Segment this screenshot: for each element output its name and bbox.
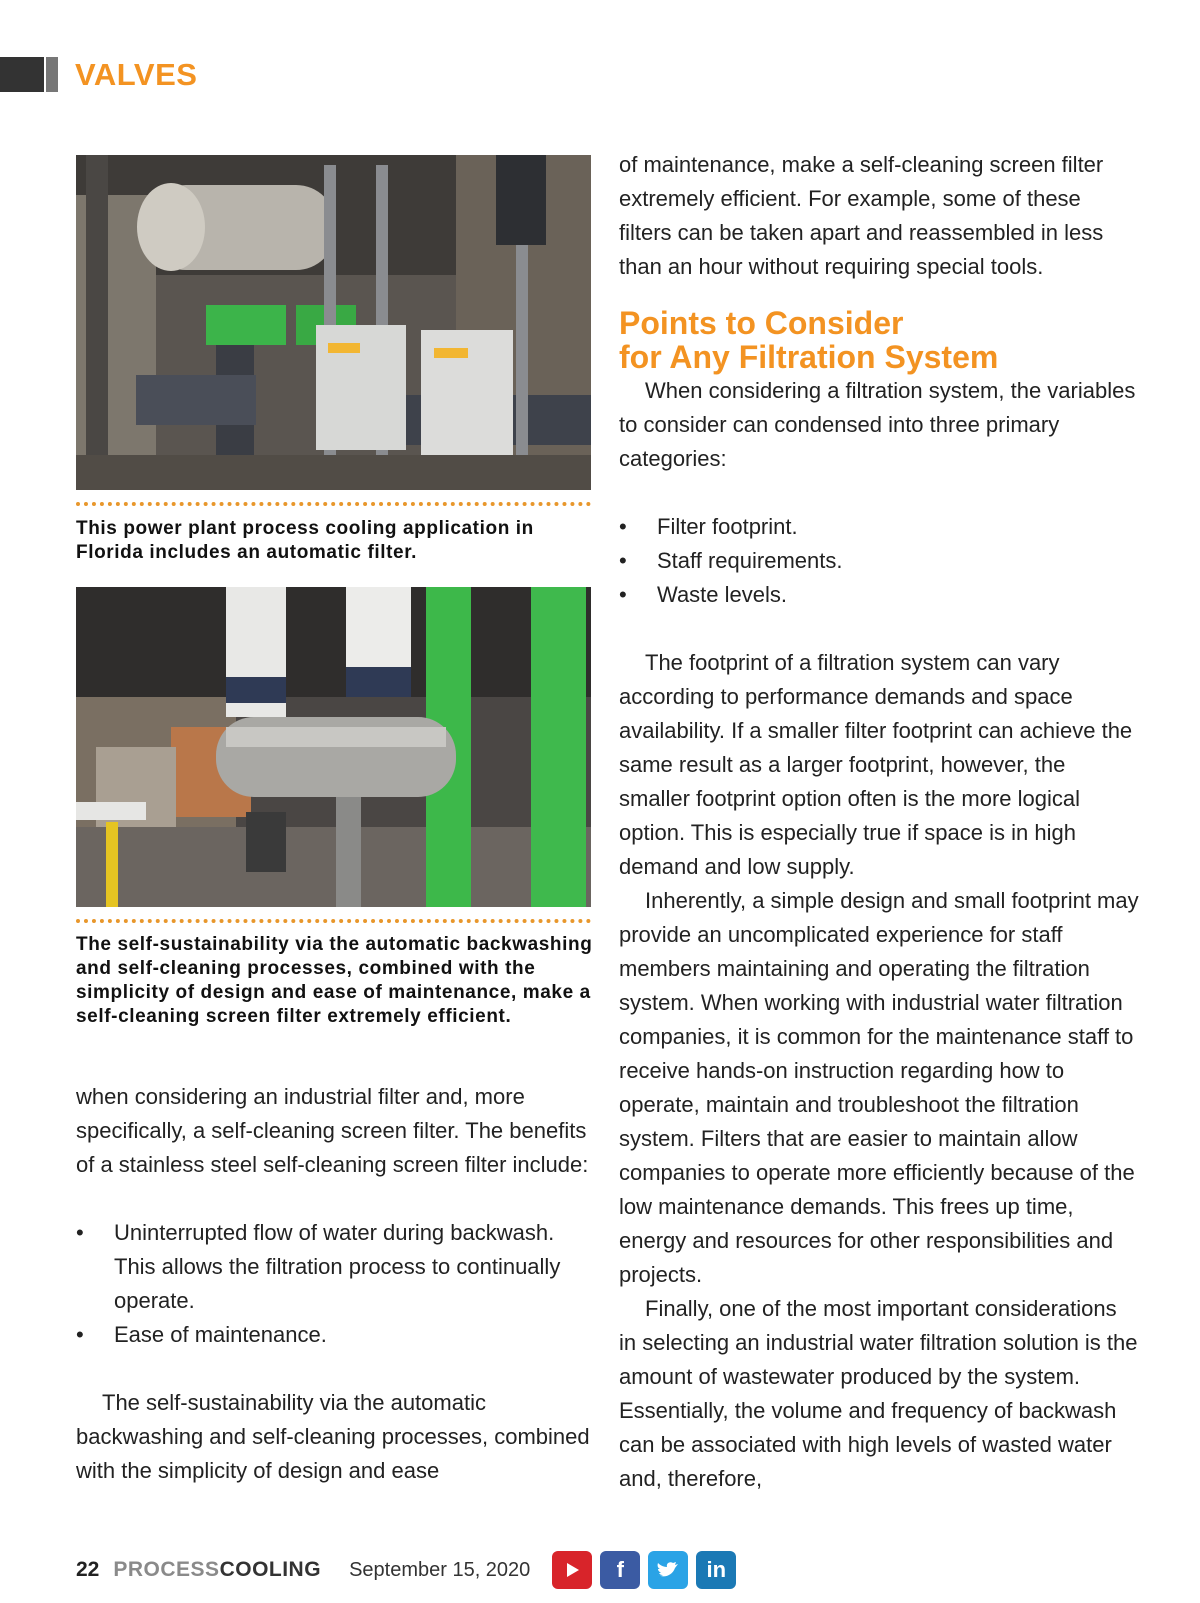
twitter-icon[interactable]: [648, 1551, 688, 1589]
benefits-list: [76, 1216, 591, 1352]
issue-date: September 15, 2020: [349, 1558, 531, 1581]
linkedin-icon[interactable]: in: [696, 1551, 736, 1589]
list-item: • Filter footprint.: [619, 510, 1139, 544]
brand-process: PROCESS: [113, 1558, 220, 1581]
youtube-icon[interactable]: [552, 1551, 592, 1589]
left-paragraph-1: when considering an industrial filter and, more specifically, a self-cleaning screen filter. The benefits of a stainless steel self-cleaning screen filter include:: [76, 1084, 589, 1177]
list-item: • Ease of maintenance.: [76, 1318, 591, 1352]
left-paragraph-2: The self-sustainability via the automatic backwashing and self-cleaning processes, combined with the simplicity of design and ease: [76, 1390, 590, 1483]
list-item: • Uninterrupted flow of water during backwash. This allows the filtration process to continually operate.: [76, 1216, 591, 1318]
right-paragraph-2: When considering a filtration system, the variables to consider can condensed into three primary categories:: [619, 378, 1136, 471]
section-marker-dark: [0, 57, 44, 92]
categories-list: [619, 510, 1139, 612]
right-paragraph-3: The footprint of a filtration system can vary according to performance demands and space availability. If a smaller filter footprint can achieve the same result as a larger footprint, however, the smaller footprint option often is the more logical option. This is especially true if space is in high demand and low supply.: [619, 650, 1133, 879]
page-footer: [76, 1550, 744, 1590]
section-heading: [619, 306, 1139, 374]
photo-power-plant-filter: [76, 155, 591, 490]
page-number: 22: [76, 1558, 100, 1581]
photo-stainless-screen-filter: [76, 587, 591, 907]
caption-divider-1: [76, 502, 591, 506]
heading-line-1: Points to Consider: [619, 305, 904, 341]
right-paragraph-1: of maintenance, make a self-cleaning screen filter extremely efficient. For example, some of these filters can be taken apart and reassembled in less than an hour without requiring special tools.: [619, 152, 1104, 279]
right-paragraph-5: Finally, one of the most important considerations in selecting an industrial water filtration solution is the amount of wastewater produced by the system. Essentially, the volume and frequency of backwash can be associated with high levels of wasted water and, therefore,: [619, 1296, 1138, 1491]
brand-cooling: COOLING: [219, 1558, 322, 1581]
heading-line-2: for Any Filtration System: [619, 339, 999, 375]
facebook-icon[interactable]: f: [600, 1551, 640, 1589]
list-item: • Staff requirements.: [619, 544, 1139, 578]
right-paragraph-4: Inherently, a simple design and small footprint may provide an uncomplicated experience for staff members maintaining and operating the filtration system. When working with industrial water filtration companies, it is common for the maintenance staff to receive hands-on instruction regarding how to operate, maintain and troubleshoot the filtration system. Filters that are easier to maintain allow companies to operate more efficiently because of the low maintenance demands. This frees up time, energy and resources for other responsibilities and projects.: [619, 888, 1139, 1287]
caption-divider-2: [76, 919, 591, 923]
left-column: [76, 1080, 591, 1488]
right-column: [619, 148, 1139, 1496]
section-marker-grey: [46, 57, 58, 92]
photo2-caption: The self-sustainability via the automatic backwashing and self-cleaning processes, combined with the simplicity of design and ease of maintenance, make a self-cleaning screen filter extremely efficient.: [76, 934, 593, 1027]
photo1-caption: This power plant process cooling application in Florida includes an automatic filter.: [76, 518, 534, 563]
section-title: VALVES: [75, 57, 198, 92]
list-item: • Waste levels.: [619, 578, 1139, 612]
